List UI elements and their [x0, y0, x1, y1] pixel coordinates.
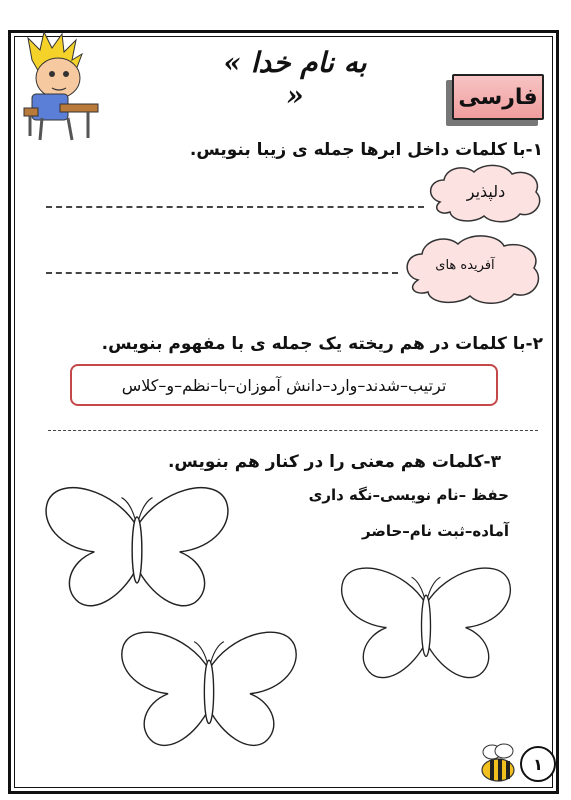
- answer-line-2[interactable]: [46, 272, 398, 274]
- butterfly-icon: [40, 478, 234, 618]
- question-3: ۳-کلمات هم معنی را در کنار هم بنویس.: [167, 452, 501, 472]
- answer-line-3[interactable]: [48, 430, 538, 431]
- answer-line-1[interactable]: [46, 206, 424, 208]
- cloud-word-1: دلپذیر: [466, 182, 506, 201]
- question-1: ۱-با کلمات داخل ابرها جمله ی زیبا بنویس.: [189, 140, 543, 160]
- question-2: ۲-با کلمات در هم ریخته یک جمله ی با مفهوم بنویس.: [101, 334, 543, 354]
- scrambled-words-box: ترتیب–شدند–وارد–دانش آموزان–با–نظم–و–کلاس: [70, 364, 498, 406]
- bee-icon: [476, 742, 522, 788]
- cloud-word-2: آفریده های: [435, 258, 495, 273]
- student-clipart-icon: [10, 30, 102, 142]
- butterfly-icon: [336, 556, 516, 692]
- subject-label: فارسی: [452, 74, 544, 120]
- page-number: ۱: [520, 746, 556, 782]
- synonym-group-1: حفظ –نام نویسی–نگه داری: [308, 486, 509, 504]
- butterfly-icon: [116, 622, 302, 758]
- synonym-group-2: آماده–ثبت نام–حاضر: [362, 522, 509, 540]
- page-title: « به نام خدا »: [223, 46, 367, 112]
